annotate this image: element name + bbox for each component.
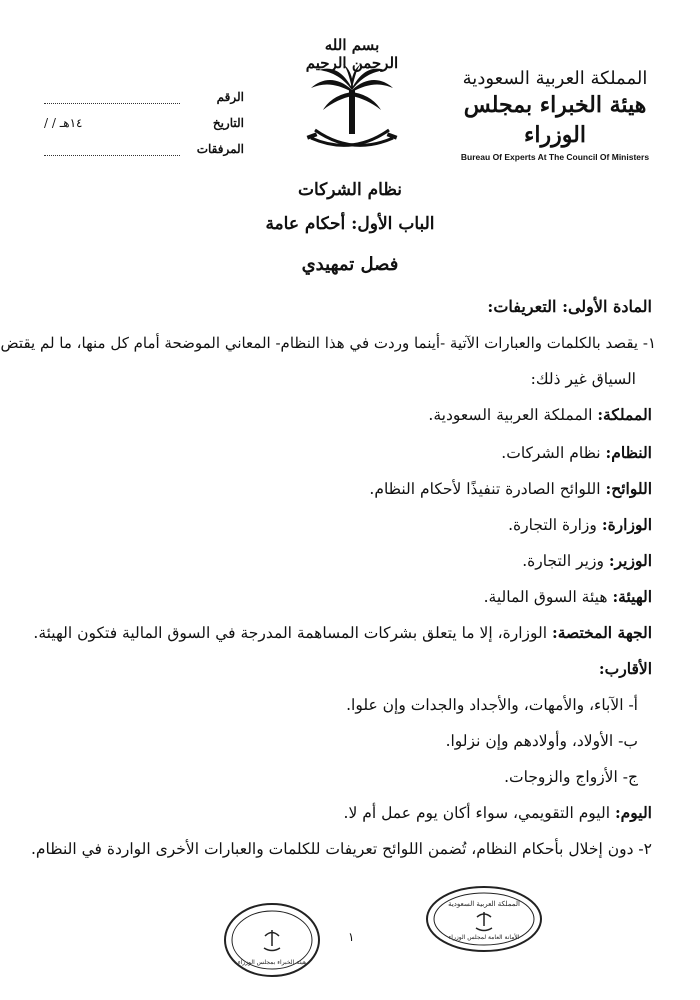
definition-regulations — [40, 478, 652, 500]
definition-term: الوزير: — [608, 551, 652, 570]
ref-attachments-row — [44, 130, 244, 156]
definition-term: الهيئة: — [612, 587, 652, 606]
ref-date-label: التاريخ — [212, 116, 244, 130]
ref-attachments-label: المرفقات — [196, 142, 244, 156]
bureau-name-arabic: هيئة الخبراء بمجلس الوزراء — [463, 92, 647, 148]
definition-term: المملكة: — [597, 405, 652, 424]
definition-term: اللوائح: — [605, 479, 652, 498]
official-seal-right — [424, 884, 544, 954]
definition-ministry — [40, 514, 652, 536]
definition-term: اليوم: — [614, 803, 652, 822]
ref-number-label: الرقم — [216, 90, 244, 104]
ref-number-row — [44, 78, 244, 104]
definition-text: هيئة السوق المالية. — [483, 588, 613, 606]
reference-fields — [44, 78, 244, 156]
law-title: نظام الشركات — [297, 180, 403, 200]
intro-line-1: ١- يقصد بالكلمات والعبارات الآتية -أينما وردت في هذا النظام- المعاني الموضحة أمام كل منها، ما لم يقتض — [0, 334, 656, 352]
ref-date-value: / / ١٤هـ — [44, 116, 83, 130]
definition-term: النظام: — [605, 443, 652, 462]
definition-text: وزير التجارة. — [522, 552, 609, 570]
seal-emblem-icon — [476, 912, 492, 931]
seal-right-bottom-text: الأمانة العامة لمجلس الوزراء — [448, 934, 520, 941]
definition-competent-authority — [33, 622, 652, 644]
page-number: ١ — [348, 930, 355, 944]
definition-text: اليوم التقويمي، سواء أكان يوم عمل أم لا. — [343, 804, 615, 822]
definition-law — [40, 442, 652, 464]
definition-text: المملكة العربية السعودية. — [428, 406, 598, 424]
article-heading: المادة الأولى: التعريفات: — [487, 297, 652, 316]
bureau-name-english: Bureau Of Experts At The Council Of Ministers — [460, 152, 650, 162]
palm-swords-emblem-icon — [297, 38, 407, 163]
kingdom-name: المملكة العربية السعودية — [462, 68, 648, 89]
part-title: الباب الأول: أحكام عامة — [265, 214, 435, 234]
clause-2: ٢- دون إخلال بأحكام النظام، تُضمن اللوائح تعريفات للكلمات والعبارات الأخرى الواردة في النظام. — [30, 840, 652, 858]
ref-number-line — [44, 89, 180, 104]
relatives-heading: الأقارب: — [598, 659, 652, 678]
chapter-title: فصل تمهيدي — [301, 254, 399, 275]
relatives-item-a: أ- الآباء، والأمهات، والأجداد والجدات وإن علوا. — [346, 696, 638, 714]
definition-text: اللوائح الصادرة تنفيذًا لأحكام النظام. — [369, 480, 606, 498]
intro-line-2: السياق غير ذلك: — [530, 370, 636, 388]
definition-text: وزارة التجارة. — [508, 516, 602, 534]
letterhead-organization — [450, 68, 660, 162]
seal-right-top-text: المملكة العربية السعودية — [448, 900, 520, 908]
basmala-calligraphy: بسم الله الرحمن الرحيم — [305, 36, 399, 72]
ref-attachments-line — [44, 141, 180, 156]
seal-left-bottom-text: هيئة الخبراء بمجلس الوزراء — [237, 959, 307, 966]
definition-term: الوزارة: — [601, 515, 652, 534]
seal-emblem-icon — [264, 930, 280, 951]
definition-kingdom — [40, 404, 652, 426]
ref-date-row — [44, 104, 244, 130]
definition-term: الجهة المختصة: — [551, 623, 652, 642]
official-seal-left — [222, 900, 322, 980]
definition-authority — [40, 586, 652, 608]
definition-text: نظام الشركات. — [501, 444, 606, 462]
definition-minister — [40, 550, 652, 572]
definition-day — [40, 802, 652, 824]
relatives-item-c: ج- الأزواج والزوجات. — [504, 768, 638, 786]
relatives-item-b: ب- الأولاد، وأولادهم وإن نزلوا. — [445, 732, 638, 750]
definition-text: الوزارة، إلا ما يتعلق بشركات المساهمة المدرجة في السوق المالية فتكون الهيئة. — [33, 624, 552, 642]
